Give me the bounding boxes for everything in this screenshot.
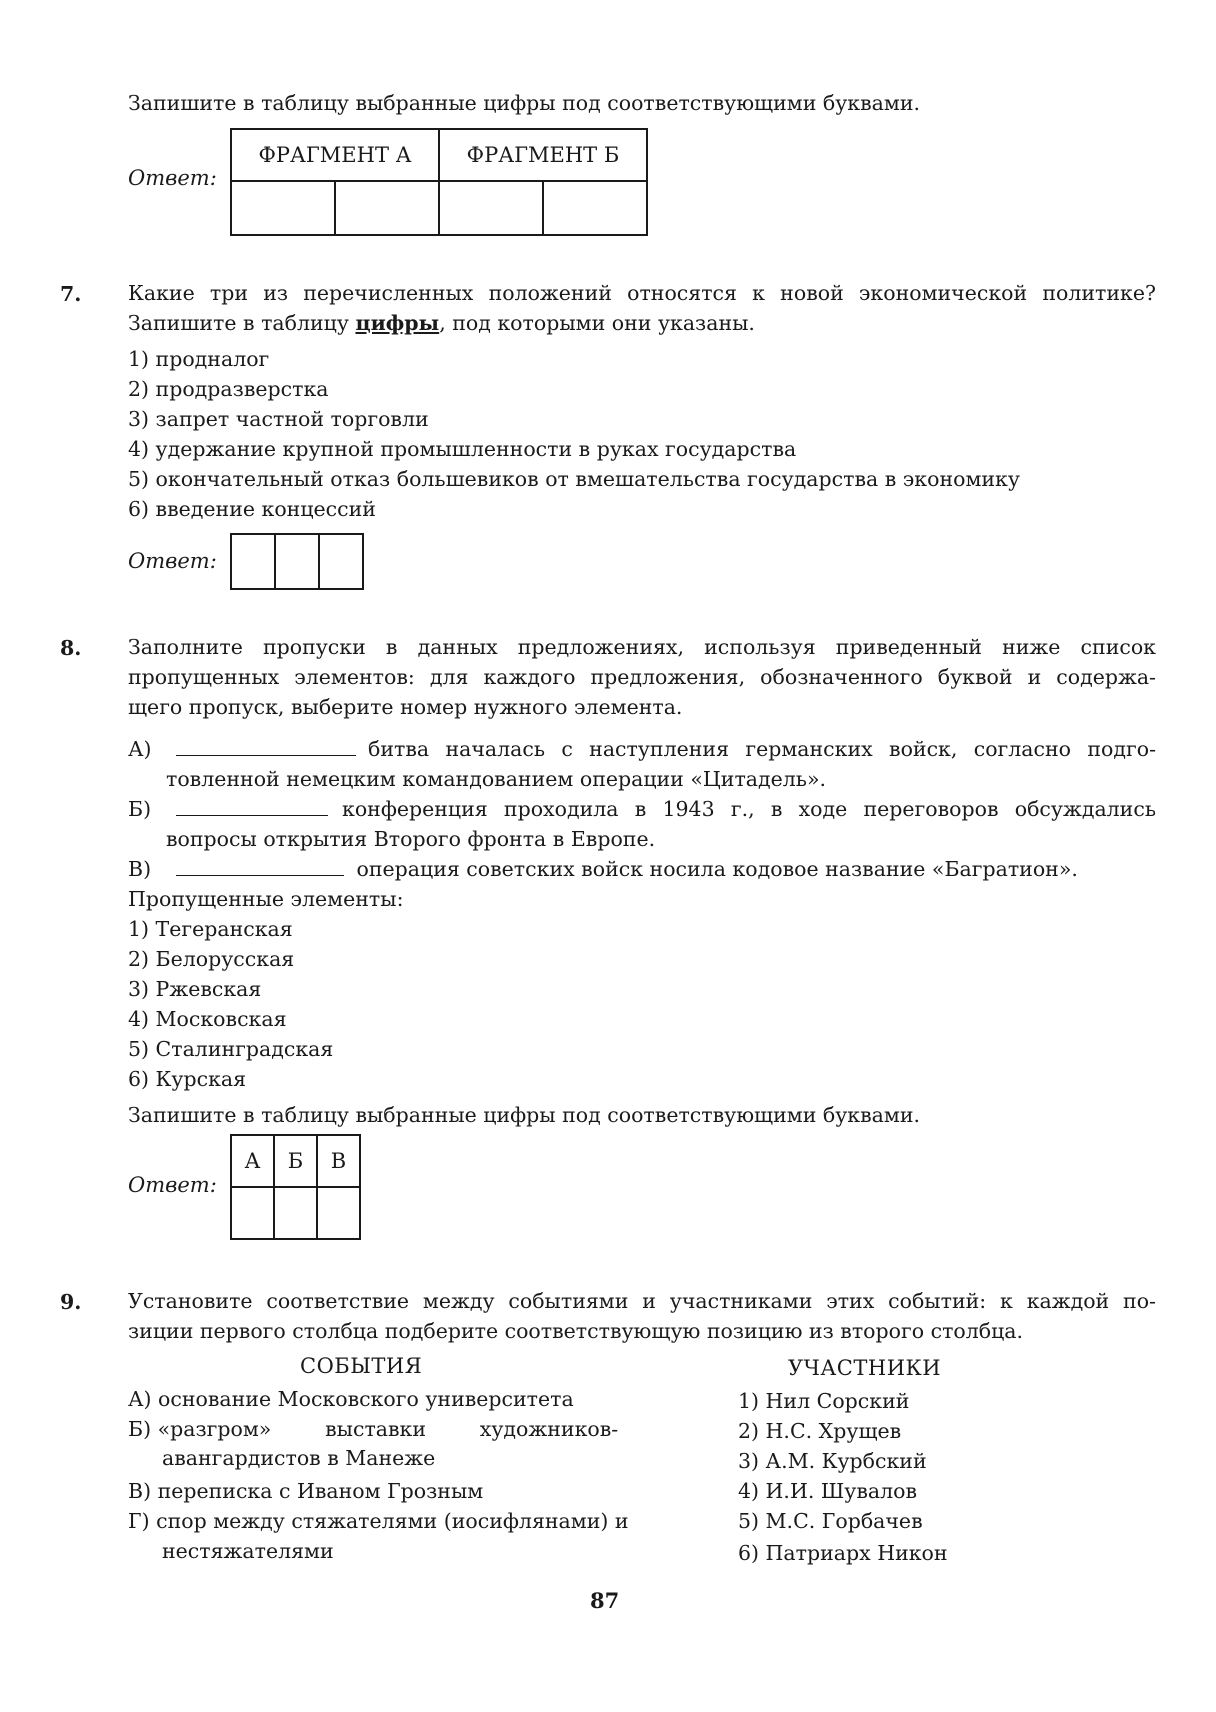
list-item: 4) Московская bbox=[128, 1007, 287, 1031]
list-item: 5) Сталинградская bbox=[128, 1037, 334, 1061]
task-question: щего пропуск, выберите номер нужного элемента. bbox=[128, 695, 683, 719]
fill-blank[interactable] bbox=[176, 797, 328, 816]
fill-blank[interactable] bbox=[176, 857, 344, 876]
missing-elements-heading: Пропущенные элементы: bbox=[128, 887, 404, 911]
answer-cell[interactable] bbox=[231, 1187, 274, 1239]
sentence bbox=[176, 854, 1078, 884]
answer-label: Ответ: bbox=[128, 166, 217, 190]
sentence-letter: Б) bbox=[128, 797, 152, 821]
task-question: Какие три из перечисленных положений относятся к новой экономической политике? bbox=[128, 281, 1156, 305]
fragment-b-header: ФРАГМЕНТ Б bbox=[439, 129, 647, 181]
event-item-continued: нестяжателями bbox=[162, 1539, 334, 1563]
event-item: В) переписка с Иваном Грозным bbox=[128, 1479, 484, 1503]
answer-label: Ответ: bbox=[128, 549, 217, 573]
list-item: 5) окончательный отказ большевиков от вмешательства государства в экономику bbox=[128, 467, 1020, 491]
sentence-letter: В) bbox=[128, 857, 152, 881]
task-number: 8. bbox=[60, 636, 82, 660]
sentence-text: операция советских войск носила кодовое название «Багратион». bbox=[356, 857, 1078, 881]
sentence-text: битва началась с наступления германских войск, согласно подго- bbox=[368, 737, 1156, 761]
list-item: 6) введение концессий bbox=[128, 497, 376, 521]
sentence-text: конференция проходила в 1943 г., в ходе переговоров обсуждались bbox=[342, 797, 1156, 821]
event-item: А) основание Московского университета bbox=[128, 1387, 574, 1411]
fragment-a-header: ФРАГМЕНТ А bbox=[231, 129, 439, 181]
list-item: 3) запрет частной торговли bbox=[128, 407, 429, 431]
task-question: пропущенных элементов: для каждого предложения, обозначенного буквой и содержа- bbox=[128, 665, 1156, 689]
answer-cell[interactable] bbox=[543, 181, 647, 235]
participant-item: 2) Н.С. Хрущев bbox=[738, 1419, 902, 1443]
task-question-line2: Запишите в таблицу цифры, под которыми они указаны. bbox=[128, 311, 755, 335]
event-item-continued: авангардистов в Манеже bbox=[162, 1446, 436, 1470]
sentence-text: товленной немецким командованием операции «Цитадель». bbox=[166, 767, 827, 791]
answer-cell[interactable] bbox=[231, 181, 335, 235]
answer-cell[interactable] bbox=[319, 534, 363, 589]
task-number: 7. bbox=[60, 282, 82, 306]
list-item: 1) Тегеранская bbox=[128, 917, 293, 941]
answer-cell[interactable] bbox=[439, 181, 543, 235]
column-header: Б bbox=[274, 1135, 317, 1187]
sentence bbox=[176, 734, 1156, 764]
emphasis-word: цифры bbox=[355, 311, 440, 335]
list-item: 3) Ржевская bbox=[128, 977, 262, 1001]
prev-instruction: Запишите в таблицу выбранные цифры под соответствующими буквами. bbox=[128, 91, 921, 115]
list-item: 4) удержание крупной промышленности в руках государства bbox=[128, 437, 797, 461]
answer-cell[interactable] bbox=[231, 534, 275, 589]
column-title-participants: УЧАСТНИКИ bbox=[788, 1356, 942, 1380]
participant-item: 5) М.С. Горбачев bbox=[738, 1509, 923, 1533]
sentence bbox=[176, 794, 1156, 824]
column-header: В bbox=[317, 1135, 360, 1187]
answer-label: Ответ: bbox=[128, 1173, 217, 1197]
list-item: 2) продразверстка bbox=[128, 377, 329, 401]
list-item: 2) Белорусская bbox=[128, 947, 295, 971]
list-item: 1) продналог bbox=[128, 347, 270, 371]
task-question: зиции первого столбца подберите соответствующую позицию из второго столбца. bbox=[128, 1319, 1024, 1343]
answer-cell[interactable] bbox=[317, 1187, 360, 1239]
event-item: Г) спор между стяжателями (иосифлянами) и bbox=[128, 1509, 629, 1533]
task-question: Установите соответствие между событиями и участниками этих событий: к каждой по- bbox=[128, 1289, 1156, 1313]
answer-table-abv bbox=[230, 1134, 361, 1240]
participant-item: 4) И.И. Шувалов bbox=[738, 1479, 917, 1503]
answer-cell[interactable] bbox=[275, 534, 319, 589]
answer-cell[interactable] bbox=[335, 181, 439, 235]
sentence-letter: А) bbox=[128, 737, 152, 761]
sentence-text: вопросы открытия Второго фронта в Европе. bbox=[166, 827, 656, 851]
answer-table-fragments bbox=[230, 128, 648, 236]
task-number: 9. bbox=[60, 1290, 82, 1314]
answer-cell[interactable] bbox=[274, 1187, 317, 1239]
fill-blank[interactable] bbox=[176, 737, 356, 756]
column-header: А bbox=[231, 1135, 274, 1187]
participant-item: 1) Нил Сорский bbox=[738, 1389, 910, 1413]
list-item: 6) Курская bbox=[128, 1067, 247, 1091]
task-question: Заполните пропуски в данных предложениях, используя приведенный ниже список bbox=[128, 635, 1156, 659]
event-item: Б) «разгром» выставки художников- bbox=[128, 1417, 619, 1441]
participant-item: 6) Патриарх Никон bbox=[738, 1541, 948, 1565]
page-number: 87 bbox=[590, 1588, 620, 1613]
participant-item: 3) А.М. Курбский bbox=[738, 1449, 927, 1473]
task-instruction: Запишите в таблицу выбранные цифры под соответствующими буквами. bbox=[128, 1103, 921, 1127]
column-title-events: СОБЫТИЯ bbox=[300, 1354, 423, 1378]
answer-boxes-task7 bbox=[230, 533, 364, 590]
